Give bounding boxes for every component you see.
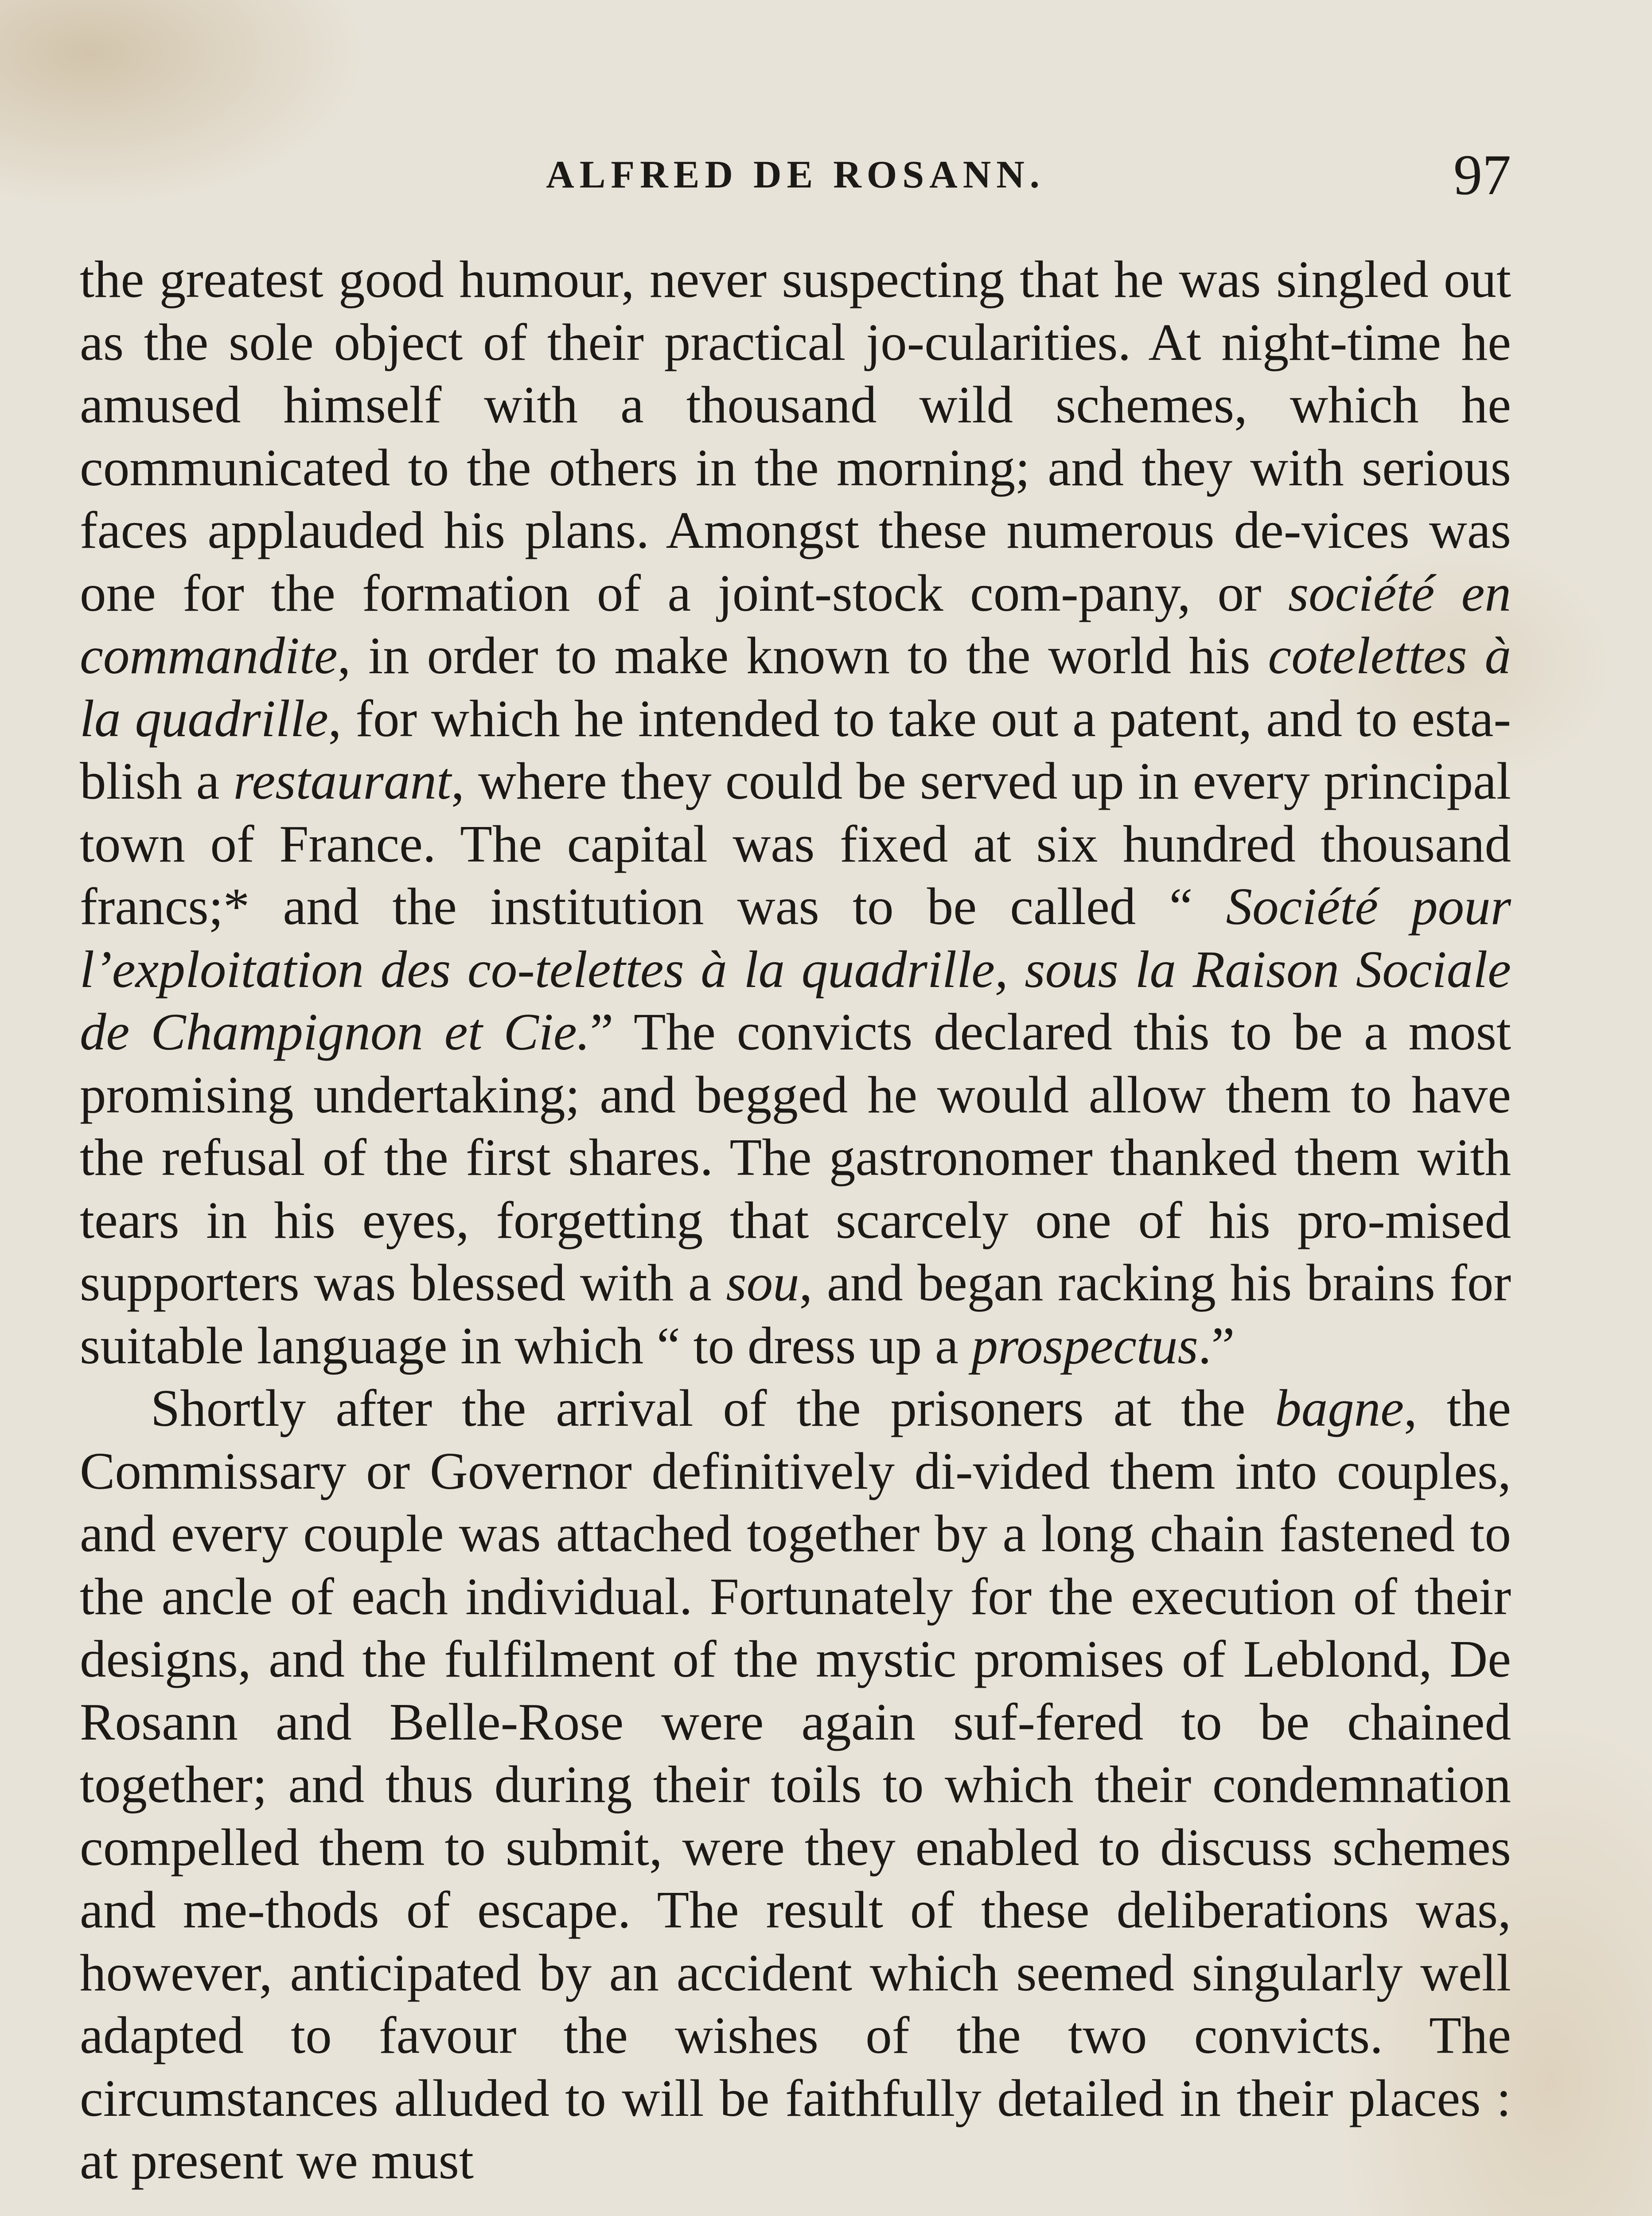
paragraph <box>80 248 1511 1377</box>
text-run: , and began racking his brains for suitable language in which “ to dress up a <box>80 1253 1511 1375</box>
italic-text: prospectus <box>971 1316 1198 1375</box>
text-run: the greatest good humour, never suspecting that he was singled out as the sole object of their practical jo-cularities. At night-time he amused himself with a thousand wild schemes, which he communicated to the others in the morning; and they with serious faces applauded his plans. Amongst these numerous de-vices was one for the formation of a joint-stock com-pany, or <box>80 250 1511 622</box>
italic-text: bagne <box>1275 1379 1404 1437</box>
body-text <box>80 248 1511 2193</box>
running-head: ALFRED DE ROSANN. <box>546 153 1045 196</box>
text-run: Shortly after the arrival of the prisoners at the <box>151 1379 1275 1437</box>
italic-text: société en commandite <box>80 563 1511 685</box>
italic-text: cotelettes à la quadrille <box>80 626 1511 748</box>
page-header <box>80 142 1511 208</box>
italic-text: Société pour l’exploitation des co-telettes à la quadrille, sous la Raison Sociale de Champignon et Cie. <box>80 877 1511 1061</box>
page-number: 97 <box>1453 143 1511 207</box>
paragraph <box>80 1377 1511 2193</box>
text-run: .” <box>1198 1316 1235 1375</box>
text-run: , where they could be served up in every principal town of France. The capital was fixed at six hundred thousand francs;* and the institution was to be called “ <box>80 752 1511 936</box>
text-run: , the Commissary or Governor definitively di-vided them into couples, and every couple was attached together by a long chain fastened to the ancle of each individual. Fortunately for the execution of their designs, and the fulfilment of the mystic promises of Leblond, De Rosann and Belle-Rose were again suf-fered to be chained together; and thus during their toils to which their condemnation compelled them to submit, were they enabled to discuss schemes and me-thods of escape. The result of these deliberations was, however, anticipated by an accident which seemed singularly well adapted to favour the wishes of the two convicts. The circumstances alluded to will be faithfully detailed in their places : at present we must <box>80 1379 1511 2190</box>
text-run: ” The convicts declared this to be a most promising undertaking; and begged he would allow them to have the refusal of the first shares. The gastronomer thanked them with tears in his eyes, forgetting that scarcely one of his pro-mised supporters was blessed with a <box>80 1003 1511 1312</box>
text-run: , in order to make known to the world his <box>337 626 1268 685</box>
italic-text: sou <box>726 1253 799 1312</box>
italic-text: restaurant <box>233 752 452 810</box>
text-run: , for which he intended to take out a patent, and to esta-blish a <box>80 689 1511 810</box>
